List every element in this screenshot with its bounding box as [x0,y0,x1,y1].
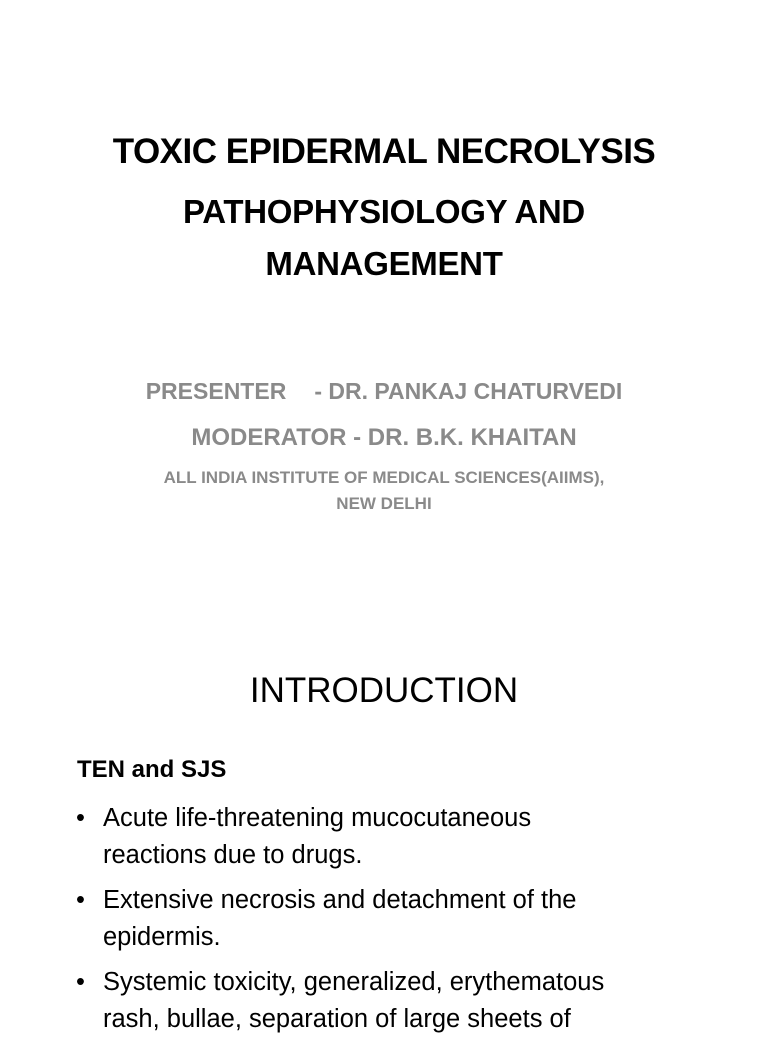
presenter-name: - DR. PANKAJ CHATURVEDI [314,378,623,404]
presenter-label: PRESENTER [145,378,287,404]
bullet-text-line: • Acute life-threatening mucocutaneous [103,804,532,832]
slide-subtitle [0,186,768,290]
institute-line-1: ALL INDIA INSTITUTE OF MEDICAL SCIENCES(AIIMS), [163,468,605,487]
subtitle-line-2: MANAGEMENT [265,245,503,282]
bullet-text-line: epidermis. [103,923,221,951]
section-heading: TEN and SJS [77,756,227,783]
bullet-text-line: • Systemic toxicity, generalized, erythematous [103,968,605,996]
institute-line-2: NEW DELHI [336,494,432,513]
slide-title: TOXIC EPIDERMAL NECROLYSIS [112,132,656,171]
introduction-slide [0,576,768,1033]
bullet-item [76,882,716,956]
bullet-text-line: rash, bullae, separation of large sheets of [103,1005,571,1033]
presenter-line [0,378,768,405]
institute-block [0,465,768,517]
bullet-item [76,964,716,1038]
subtitle-line-1: PATHOPHYSIOLOGY AND [183,193,585,230]
bullet-text-line: reactions due to drugs. [103,841,363,869]
introduction-title: INTRODUCTION [249,671,519,710]
bullet-item [76,800,716,874]
moderator-line: MODERATOR - DR. B.K. KHAITAN [191,424,577,451]
bullet-list [76,800,716,1046]
bullet-text-line: • Extensive necrosis and detachment of the [103,886,577,914]
